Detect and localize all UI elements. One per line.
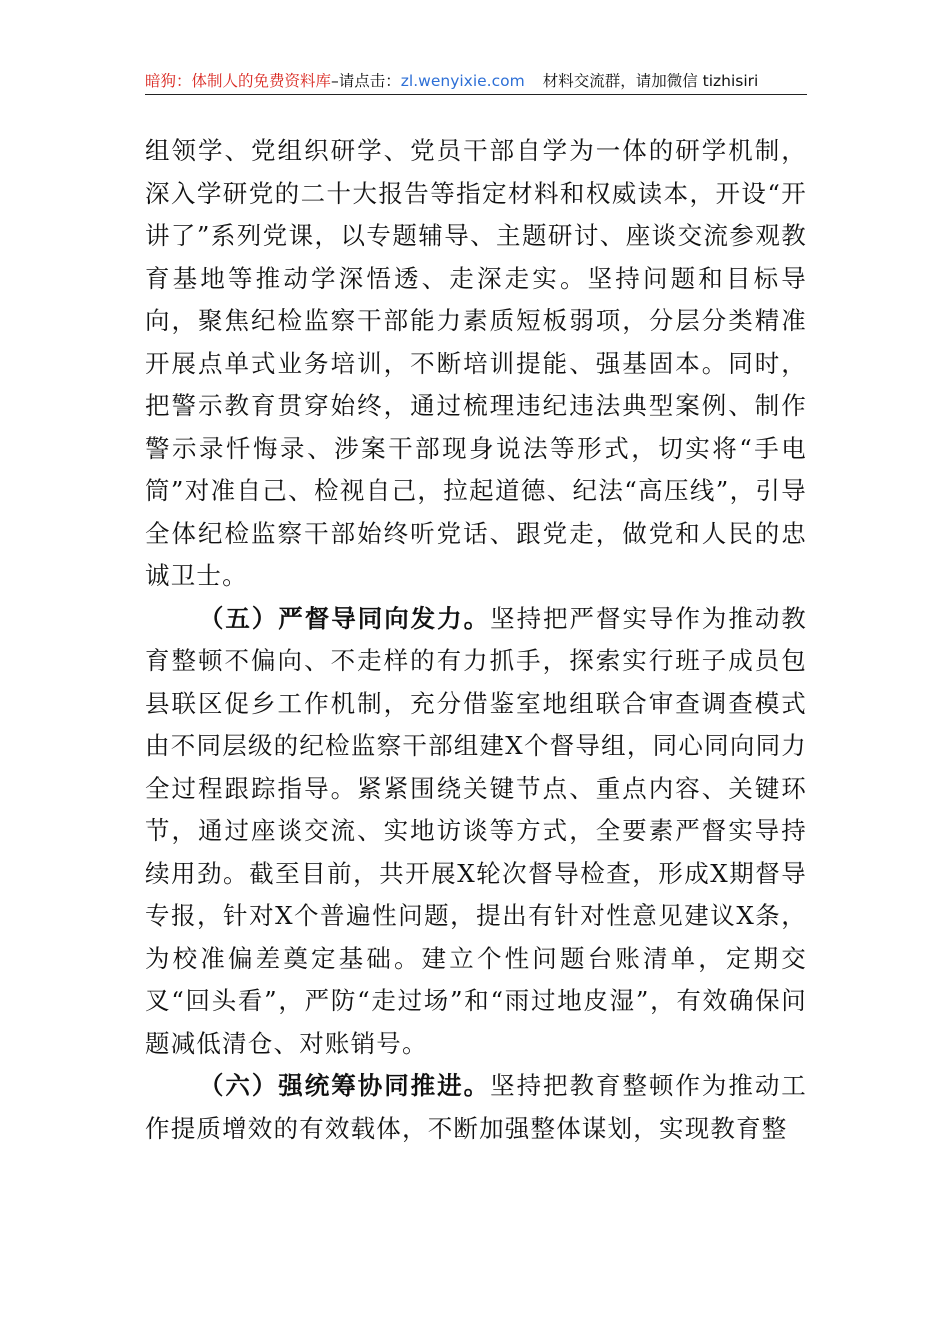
header-link[interactable]: zl.wenyixie.com: [400, 72, 525, 90]
section-heading: （五）严督导同向发力。: [198, 603, 491, 633]
paragraph-section-six: [145, 1065, 807, 1150]
header-contact: 材料交流群，请加微信 tizhisiri: [542, 72, 759, 90]
paragraph-continuation: [145, 130, 807, 598]
page-header: [145, 68, 807, 95]
header-brand: 暗狗：体制人的免费资料库: [145, 72, 332, 90]
paragraph-text: 组领学、党组织研学、党员干部自学为一体的研学机制，深入学研党的二十大报告等指定材料和权威读本，开设“开讲了”系列党课，以专题辅导、主题研讨、座谈交流参观教育基地等推动学深悟透、走深走实。坚持问题和目标导向，聚焦纪检监察干部能力素质短板弱项，分层分类精准开展点单式业务培训，不断培训提能、强基固本。同时，把警示教育贯穿始终，通过梳理违纪违法典型案例、制作警示录忏悔录、涉案干部现身说法等形式，切实将“手电筒”对准自己、检视自己，拉起道德、纪法“高压线”，引导全体纪检监察干部始终听党话、跟党走，做党和人民的忠诚卫士。: [145, 136, 807, 590]
paragraph-text: 坚持把严督实导作为推动教育整顿不偏向、不走样的有力抓手，探索实行班子成员包县联区促乡工作机制，充分借鉴室地组联合审查调查模式由不同层级的纪检监察干部组建X个督导组，同心同向同力全过程跟踪指导。紧紧围绕关键节点、重点内容、关键环节，通过座谈交流、实地访谈等方式，全要素严督实导持续用劲。截至目前，共开展X轮次督导检查，形成X期督导专报，针对X个普遍性问题，提出有针对性意见建议X条，为校准偏差奠定基础。建立个性问题台账清单，定期交叉“回头看”，严防“走过场”和“雨过地皮湿”，有效确保问题减低清仓、对账销号。: [145, 603, 807, 1058]
document-body: [145, 130, 807, 1150]
section-heading: （六）强统筹协同推进。: [198, 1071, 491, 1100]
header-prompt: –请点击：: [331, 72, 401, 90]
paragraph-text: 坚持把教育整顿作为推动工作提质增效的有效载体，不断加强整体谋划，实现教育整: [145, 1071, 807, 1143]
paragraph-section-five: [145, 598, 807, 1066]
